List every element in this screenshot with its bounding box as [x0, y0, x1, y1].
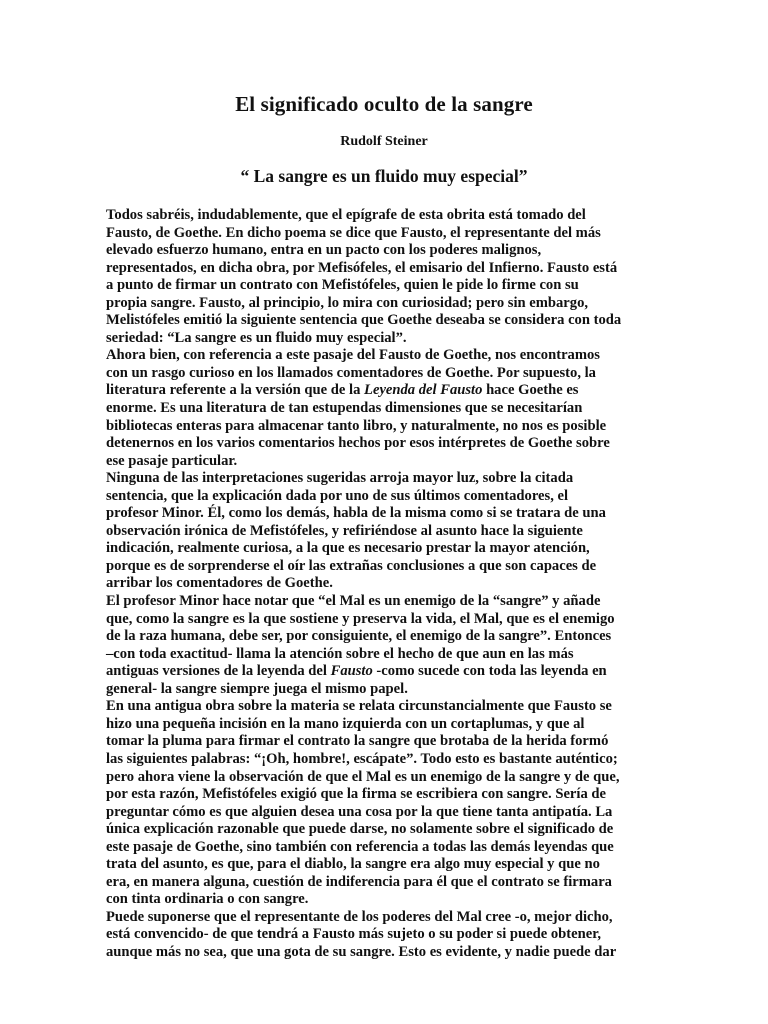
text-run: seriedad: “La sangre es un fluido muy especial”. [106, 329, 407, 346]
text-run: está convencido- de que tendrá a Fausto más sujeto o su poder si puede obtener, [106, 926, 601, 943]
text-run: Ahora bien, con referencia a este pasaje del Fausto de Goethe, nos encontramos [106, 347, 600, 364]
text-line [106, 646, 646, 664]
text-run: trata del asunto, es que, para el diablo, la sangre era algo muy especial y que no [106, 856, 600, 873]
text-run: elevado esfuerzo humano, entra en un pacto con los poderes malignos, [106, 242, 542, 259]
body-paragraph [106, 698, 646, 909]
text-run: Ninguna de las interpretaciones sugeridas arroja mayor luz, sobre la citada [106, 470, 574, 487]
text-run: propia sangre. Fausto, al principio, lo mira con curiosidad; pero sin embargo, [106, 294, 589, 311]
text-run: con un rasgo curioso en los llamados comentadores de Goethe. Por supuesto, la [106, 364, 596, 381]
text-line [106, 663, 646, 681]
text-run: por esta razón, Mefistófeles exigió que la firma se escribiera con sangre. Sería de [106, 786, 606, 803]
text-run: ese pasaje particular. [106, 452, 238, 469]
text-line [106, 944, 646, 962]
text-run: antiguas versiones de la leyenda del [106, 663, 331, 680]
text-line [106, 856, 646, 874]
body-paragraph [106, 470, 646, 593]
document-title: El significado oculto de la sangre [235, 92, 533, 116]
italic-title: Leyenda del Fausto [364, 382, 483, 399]
text-run: Fausto, de Goethe. En dicho poema se dice que Fausto, el representante del más [106, 224, 601, 241]
text-line [106, 505, 646, 523]
text-run: a punto de firmar un contrato con Mefistófeles, quien le pide lo firme con su [106, 277, 579, 294]
text-line [106, 435, 646, 453]
text-run: profesor Minor. Él, como los demás, habla de la misma como si se tratara de una [106, 505, 606, 522]
text-line [106, 593, 646, 611]
text-run: literatura referente a la versión que de la [106, 382, 365, 399]
text-line [106, 891, 646, 909]
italic-title: Fausto [330, 663, 373, 680]
text-run: tomar la pluma para firmar el contrato la sangre que brotaba de la herida formó [106, 733, 609, 750]
text-run: arribar los comentadores de Goethe. [106, 575, 333, 592]
text-line [106, 628, 646, 646]
text-run: única explicación razonable que puede darse, no solamente sobre el significado de [106, 821, 614, 838]
text-run: este pasaje de Goethe, sino también con referencia a todas las demás leyendas que [106, 838, 614, 855]
text-line [106, 400, 646, 418]
text-line [106, 523, 646, 541]
text-run: El profesor Minor hace notar que “el Mal es un enemigo de la “sangre” y añade [106, 593, 601, 610]
document-author: Rudolf Steiner [340, 134, 428, 149]
text-run: aunque más no sea, que una gota de su sangre. Esto es evidente, y nadie puede dar [106, 943, 617, 960]
text-run: general- la sangre siempre juega el mismo papel. [106, 680, 408, 697]
text-run: de la raza humana, debe ser, por consiguiente, el enemigo de la sangre”. Entonces [106, 628, 612, 645]
text-run: preguntar cómo es que alguien desea una cosa por la que tiene tanta antipatía. La [106, 803, 613, 820]
text-run: enorme. Es una literatura de tan estupendas dimensiones que se necesitarían [106, 400, 583, 417]
text-line [106, 312, 646, 330]
text-run: las siguientes palabras: “¡Oh, hombre!, escápate”. Todo esto es bastante auténtico; [106, 750, 618, 767]
text-line [106, 716, 646, 734]
document-body [106, 207, 646, 962]
text-line [106, 242, 646, 260]
text-run: Melistófeles emitió la siguiente sentencia que Goethe deseaba se considera con toda [106, 312, 622, 329]
text-line [106, 733, 646, 751]
text-line [106, 698, 646, 716]
text-line [106, 558, 646, 576]
text-line [106, 207, 646, 225]
body-paragraph [106, 909, 646, 962]
text-run: porque es de sorprenderse el oír las extrañas conclusiones a que son capaces de [106, 557, 597, 574]
text-line [106, 681, 646, 699]
text-line [106, 769, 646, 787]
text-line [106, 926, 646, 944]
text-line [106, 488, 646, 506]
text-run: hizo una pequeña incisión en la mano izquierda con un cortaplumas, y que al [106, 715, 585, 732]
text-line [106, 470, 646, 488]
text-run: representados, en dicha obra, por Mefisófeles, el emisario del Infierno. Fausto está [106, 259, 618, 276]
text-run: era, en manera alguna, cuestión de indiferencia para él que el contrato se firmara [106, 873, 612, 890]
document-epigraph: “ La sangre es un fluido muy especial” [240, 166, 528, 186]
text-line [106, 330, 646, 348]
text-run: -como sucede con toda las leyenda en [372, 663, 607, 680]
text-line [106, 365, 646, 383]
text-line [106, 821, 646, 839]
text-run: que, como la sangre es la que sostiene y preserva la vida, el Mal, que es el enemigo [106, 610, 615, 627]
text-run: sentencia, que la explicación dada por uno de sus últimos comentadores, el [106, 487, 569, 504]
text-line [106, 295, 646, 313]
text-line [106, 382, 646, 400]
body-paragraph [106, 593, 646, 698]
text-line [106, 575, 646, 593]
text-line [106, 804, 646, 822]
text-line [106, 751, 646, 769]
text-run: En una antigua obra sobre la materia se relata circunstancialmente que Fausto se [106, 698, 612, 715]
text-line [106, 277, 646, 295]
text-line [106, 909, 646, 927]
text-run: detenernos en los varios comentarios hechos por esos intérpretes de Goethe sobre [106, 435, 610, 452]
text-line [106, 786, 646, 804]
body-paragraph [106, 207, 646, 347]
text-line [106, 347, 646, 365]
text-line [106, 874, 646, 892]
text-run: –con toda exactitud- llama la atención sobre el hecho de que aun en las más [106, 645, 574, 662]
text-run: bibliotecas enteras para almacenar tanto libro, y naturalmente, no nos es posible [106, 417, 607, 434]
text-line [106, 611, 646, 629]
text-line [106, 839, 646, 857]
text-line [106, 260, 646, 278]
text-run: observación irónica de Mefistófeles, y refiriéndose al asunto hace la siguiente [106, 522, 583, 539]
text-line [106, 540, 646, 558]
text-run: pero ahora viene la observación de que el Mal es un enemigo de la sangre y de que, [106, 768, 620, 785]
text-line [106, 225, 646, 243]
body-paragraph [106, 347, 646, 470]
text-run: con tinta ordinaria o con sangre. [106, 891, 309, 908]
text-run: Todos sabréis, indudablemente, que el epígrafe de esta obrita está tomado del [106, 207, 586, 223]
text-line [106, 418, 646, 436]
text-run: Puede suponerse que el representante de los poderes del Mal cree -o, mejor dicho, [106, 908, 613, 925]
text-run: hace Goethe es [482, 382, 579, 399]
text-run: indicación, realmente curiosa, a la que es necesario prestar la mayor atención, [106, 540, 590, 557]
text-line [106, 453, 646, 471]
